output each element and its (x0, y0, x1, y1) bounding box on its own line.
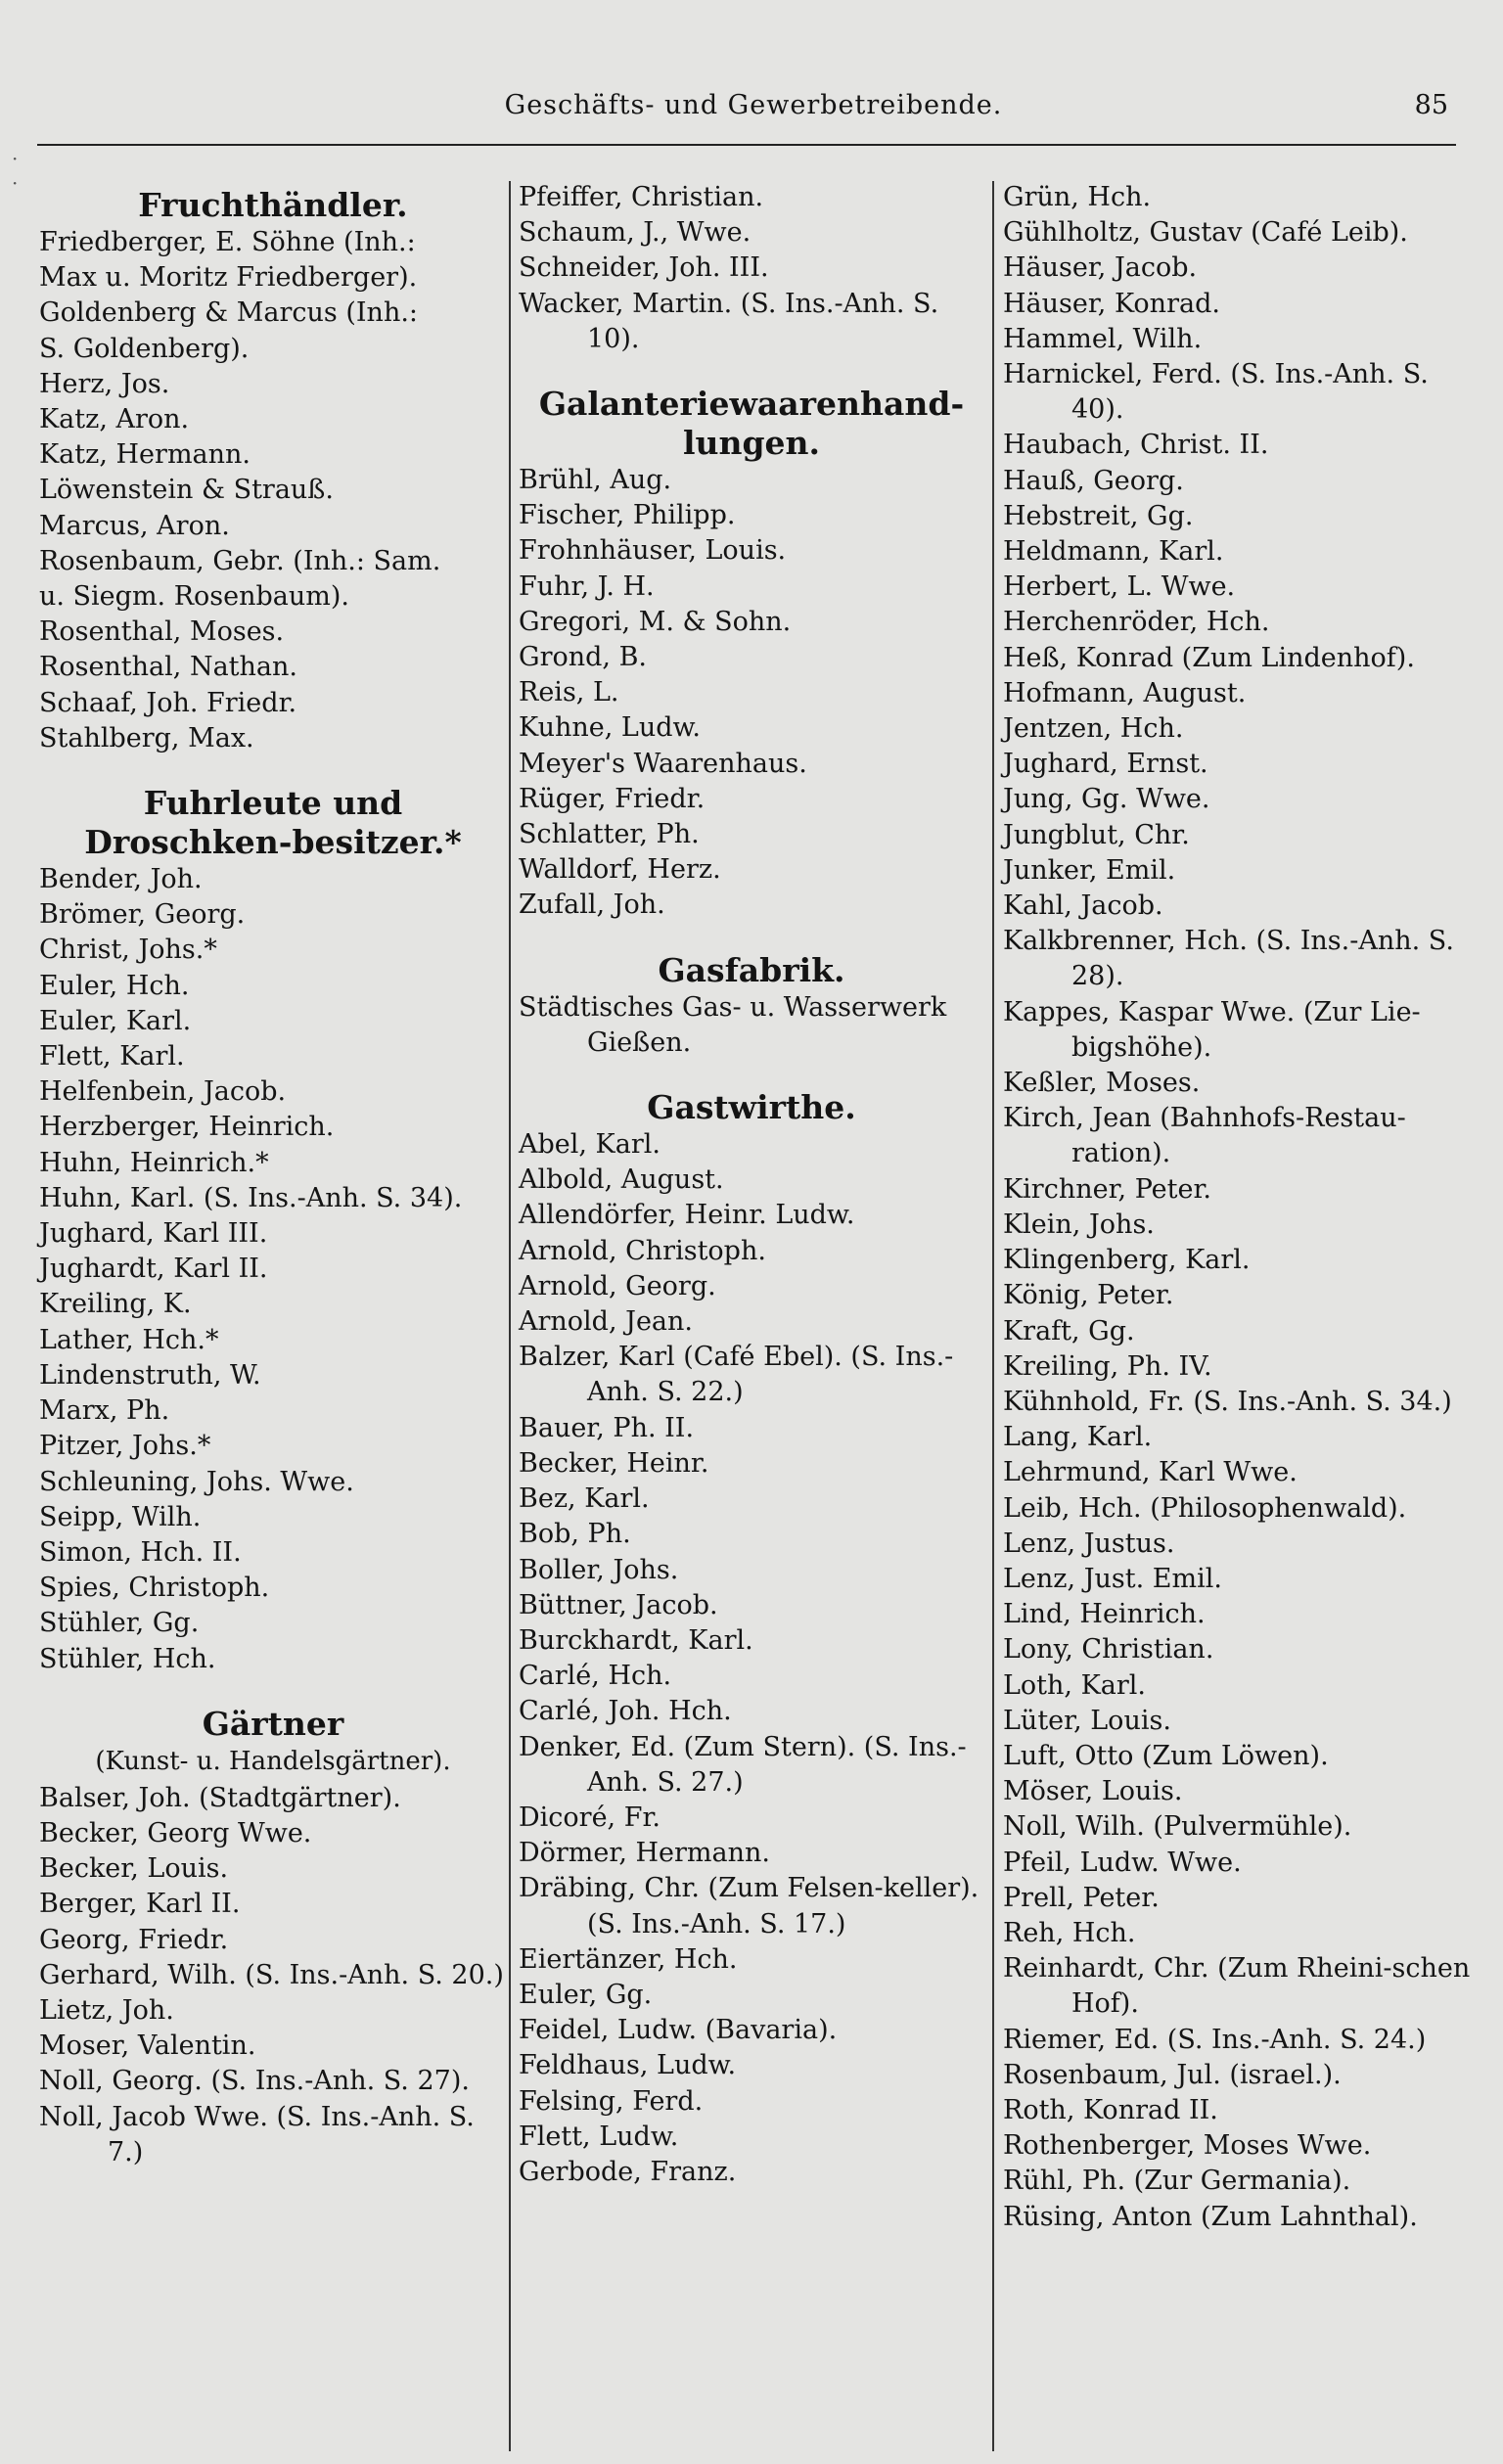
entry: Helfenbein, Jacob. (39, 1076, 287, 1108)
entry-list (519, 180, 984, 357)
entry: Junker, Emil. (1003, 854, 1176, 886)
entry: Rühl, Ph. (Zur Germania). (1003, 2166, 1351, 2197)
section-heading: Fruchthändler. (138, 186, 408, 224)
entry: Hebstreit, Gg. (1003, 500, 1194, 531)
column-3 (1003, 180, 1471, 2235)
entry: Katz, Aron. (39, 404, 190, 435)
entry: Schneider, Joh. III. (519, 252, 769, 284)
entry: Flett, Karl. (39, 1041, 185, 1072)
entry: Rosenbaum, Gebr. (Inh.: Sam. (39, 545, 441, 576)
entry: Abel, Karl. (519, 1129, 660, 1161)
column-2 (519, 180, 984, 2190)
section-heading: Gasfabrik. (658, 950, 845, 989)
entry-list (39, 225, 507, 756)
section-heading: Gastwirthe. (647, 1088, 856, 1127)
entry-list (39, 862, 507, 1677)
entry: Heß, Konrad (Zum Lindenhof). (1003, 642, 1415, 673)
entry-continuation: S. Goldenberg). (39, 333, 250, 364)
entry-list (519, 990, 984, 1061)
entry: Lather, Hch.* (39, 1324, 219, 1355)
entry: Stühler, Gg. (39, 1608, 200, 1639)
entry: Bez, Karl. (519, 1483, 650, 1515)
entry: Bender, Joh. (39, 864, 203, 895)
entry: Schleuning, Johs. Wwe. (39, 1466, 354, 1497)
entry: Klingenberg, Karl. (1003, 1245, 1251, 1276)
entry: Dicoré, Fr. (519, 1802, 660, 1833)
entry: Euler, Hch. (39, 970, 190, 1001)
entry: Christ, Johs.* (39, 935, 217, 966)
section-heading: Galanteriewaarenhand-lungen. (538, 385, 965, 463)
entry: Kirch, Jean (Bahnhofs-Restau-ration). (1003, 1103, 1406, 1169)
entry: Gerhard, Wilh. (S. Ins.-Anh. S. 20.) (39, 1959, 504, 1990)
entry: Kreiling, Ph. IV. (1003, 1350, 1212, 1382)
entry: Büttner, Jacob. (519, 1589, 718, 1620)
entry: Gregori, M. & Sohn. (519, 606, 792, 637)
entry: Lenz, Just. Emil. (1003, 1563, 1222, 1594)
entry: Rüger, Friedr. (519, 783, 706, 814)
entry: Lietz, Joh. (39, 1994, 174, 2026)
entry: Rüsing, Anton (Zum Lahnthal). (1003, 2201, 1418, 2232)
entry: Herzberger, Heinrich. (39, 1112, 335, 1143)
entry: Reinhardt, Chr. (Zum Rheini-schen Hof). (1003, 1953, 1471, 2020)
entry: Georg, Friedr. (39, 1924, 229, 1955)
entry: Schaaf, Joh. Friedr. (39, 687, 297, 718)
entry: Arnold, Christoph. (519, 1235, 766, 1266)
entry: Rosenbaum, Jul. (israel.). (1003, 2059, 1342, 2090)
entry: Carlé, Hch. (519, 1661, 672, 1692)
entry: Riemer, Ed. (S. Ins.-Anh. S. 24.) (1003, 2024, 1427, 2055)
entry: Seipp, Wilh. (39, 1501, 202, 1532)
margin-dot: · (12, 147, 19, 170)
entry: Haubach, Christ. II. (1003, 430, 1269, 461)
entry: Huhn, Heinrich.* (39, 1147, 269, 1178)
entry: Katz, Hermann. (39, 439, 250, 471)
entry: Lenz, Justus. (1003, 1528, 1175, 1559)
entry: Gühlholtz, Gustav (Café Leib). (1003, 217, 1408, 249)
entry: Noll, Wilh. (Pulvermühle). (1003, 1811, 1352, 1843)
entry: Lony, Christian. (1003, 1634, 1214, 1665)
entry: Lind, Heinrich. (1003, 1599, 1206, 1630)
entry: Rosenthal, Nathan. (39, 652, 297, 683)
entry: Möser, Louis. (1003, 1776, 1183, 1807)
entry: Klein, Johs. (1003, 1209, 1155, 1240)
entry: Allendörfer, Heinr. Ludw. (519, 1200, 855, 1231)
entry: Löwenstein & Strauß. (39, 475, 334, 506)
entry: Heldmann, Karl. (1003, 536, 1224, 568)
entry: Kühnhold, Fr. (S. Ins.-Anh. S. 34.) (1003, 1386, 1452, 1417)
entry: Jughard, Ernst. (1003, 749, 1208, 780)
entry: Herz, Jos. (39, 368, 170, 399)
entry: Stühler, Hch. (39, 1643, 216, 1674)
entry-list (1003, 180, 1471, 2235)
entry: Kraft, Gg. (1003, 1315, 1135, 1346)
entry: Marcus, Aron. (39, 510, 230, 541)
column-rule (992, 181, 994, 2451)
entry: Euler, Karl. (39, 1005, 192, 1036)
entry: Dörmer, Hermann. (519, 1838, 770, 1869)
entry: Kalkbrenner, Hch. (S. Ins.-Anh. S. 28). (1003, 926, 1454, 992)
entry: Jughardt, Karl II. (39, 1254, 268, 1285)
entry: Hammel, Wilh. (1003, 323, 1203, 354)
entry: Jentzen, Hch. (1003, 713, 1184, 745)
entry: Arnold, Georg. (519, 1270, 716, 1301)
entry: Roth, Konrad II. (1003, 2094, 1218, 2125)
entry: Marx, Ph. (39, 1395, 170, 1427)
entry: Jung, Gg. Wwe. (1003, 784, 1210, 815)
entry: Herchenröder, Hch. (1003, 607, 1270, 638)
entry: Hauß, Georg. (1003, 465, 1184, 496)
entry: Häuser, Konrad. (1003, 288, 1220, 319)
entry: Herbert, L. Wwe. (1003, 571, 1236, 603)
entry-continuation: u. Siegm. Rosenbaum). (39, 581, 350, 613)
entry: Lehrmund, Karl Wwe. (1003, 1457, 1298, 1488)
entry: Kreiling, K. (39, 1289, 192, 1320)
entry: Goldenberg & Marcus (Inh.: (39, 297, 419, 329)
entry: Becker, Georg Wwe. (39, 1817, 312, 1848)
entry: Harnickel, Ferd. (S. Ins.-Anh. S. 40). (1003, 359, 1429, 426)
entry: Rothenberger, Moses Wwe. (1003, 2130, 1372, 2162)
entry: Fuhr, J. H. (519, 570, 655, 602)
column-1 (39, 180, 507, 2170)
entry: Loth, Karl. (1003, 1669, 1146, 1701)
entry: Balzer, Karl (Café Ebel). (S. Ins.-Anh. S. 22.) (519, 1342, 954, 1408)
entry-list (39, 1781, 507, 2170)
entry: Arnold, Jean. (519, 1306, 694, 1338)
entry: Prell, Peter. (1003, 1882, 1160, 1913)
entry: Grün, Hch. (1003, 182, 1152, 212)
entry: Spies, Christoph. (39, 1573, 270, 1604)
entry: Reh, Hch. (1003, 1917, 1136, 1948)
entry: Burckhardt, Karl. (519, 1624, 753, 1656)
entry: Luft, Otto (Zum Löwen). (1003, 1740, 1329, 1771)
entry-list (519, 1127, 984, 2190)
entry: Schlatter, Ph. (519, 819, 700, 850)
entry: Pitzer, Johs.* (39, 1431, 211, 1462)
entry: Denker, Ed. (Zum Stern). (S. Ins.-Anh. S. 27.) (519, 1731, 967, 1798)
entry: Eiertänzer, Hch. (519, 1943, 738, 1975)
entry: Schaum, J., Wwe. (519, 217, 752, 249)
entry: Becker, Louis. (39, 1853, 229, 1885)
header-rule (37, 144, 1456, 146)
entry: Brömer, Georg. (39, 899, 246, 931)
entry: Carlé, Joh. Hch. (519, 1696, 732, 1727)
entry: Boller, Johs. (519, 1554, 679, 1585)
entry: Berger, Karl II. (39, 1889, 241, 1920)
entry: Pfeil, Ludw. Wwe. (1003, 1847, 1242, 1878)
entry-continuation: Max u. Moritz Friedberger). (39, 262, 418, 294)
entry: Bob, Ph. (519, 1519, 631, 1550)
entry: Leib, Hch. (Philosophenwald). (1003, 1492, 1407, 1524)
entry: Moser, Valentin. (39, 2031, 256, 2062)
entry: Noll, Jacob Wwe. (S. Ins.-Anh. S. 7.) (39, 2101, 475, 2167)
entry: Noll, Georg. (S. Ins.-Anh. S. 27). (39, 2066, 470, 2097)
entry: Flett, Ludw. (519, 2121, 679, 2152)
entry: Lüter, Louis. (1003, 1705, 1171, 1736)
entry: Felsing, Ferd. (519, 2085, 704, 2117)
entry: Kirchner, Peter. (1003, 1173, 1211, 1205)
entry: Städtisches Gas- u. Wasserwerk Gießen. (519, 991, 947, 1058)
entry: Reis, L. (519, 677, 619, 708)
entry: Dräbing, Chr. (Zum Felsen-keller). (S. Ins.-Anh. S. 17.) (519, 1873, 979, 1939)
entry: Lindenstruth, W. (39, 1359, 261, 1391)
entry: Meyer's Waarenhaus. (519, 748, 807, 779)
entry: Huhn, Karl. (S. Ins.-Anh. S. 34). (39, 1182, 463, 1213)
entry: Bauer, Ph. II. (519, 1412, 695, 1443)
column-rule (509, 181, 511, 2451)
entry: Keßler, Moses. (1003, 1068, 1201, 1099)
entry: Jughard, Karl III. (39, 1218, 268, 1250)
entry: Kappes, Kaspar Wwe. (Zur Lie-bigshöhe). (1003, 996, 1421, 1063)
entry: Friedberger, E. Söhne (Inh.: (39, 227, 416, 257)
entry: Hofmann, August. (1003, 677, 1247, 708)
entry: Euler, Gg. (519, 1979, 653, 2010)
entry: Lang, Karl. (1003, 1422, 1153, 1453)
entry: Feidel, Ludw. (Bavaria). (519, 2015, 838, 2046)
entry: Jungblut, Chr. (1003, 819, 1190, 850)
entry: Becker, Heinr. (519, 1447, 709, 1479)
section-subheading: (Kunst- u. Handelsgärtner). (95, 1746, 451, 1776)
entry: Wacker, Martin. (S. Ins.-Anh. S. 10). (519, 288, 939, 354)
entry: Feldhaus, Ludw. (519, 2050, 737, 2081)
entry: Gerbode, Franz. (519, 2156, 737, 2187)
entry: König, Peter. (1003, 1280, 1174, 1311)
entry: Balser, Joh. (Stadtgärtner). (39, 1782, 401, 1813)
entry: Zufall, Joh. (519, 890, 665, 921)
entry: Pfeiffer, Christian. (519, 182, 764, 212)
running-head: Geschäfts- und Gewerbetreibende. (504, 90, 1003, 120)
entry: Simon, Hch. II. (39, 1536, 242, 1568)
entry: Frohnhäuser, Louis. (519, 535, 787, 567)
margin-dot: · (12, 171, 19, 195)
entry: Rosenthal, Moses. (39, 616, 285, 648)
page-number: 85 (1414, 90, 1448, 120)
entry-list (519, 463, 984, 924)
section-heading: Gärtner (202, 1704, 344, 1743)
entry: Walldorf, Herz. (519, 854, 721, 886)
entry: Häuser, Jacob. (1003, 252, 1198, 284)
entry: Kuhne, Ludw. (519, 712, 701, 744)
entry: Albold, August. (519, 1164, 724, 1196)
entry: Kahl, Jacob. (1003, 890, 1163, 922)
entry: Grond, B. (519, 642, 647, 673)
section-heading: Fuhrleute und Droschken-besitzer.* (84, 784, 462, 862)
entry: Fischer, Philipp. (519, 500, 736, 531)
entry: Stahlberg, Max. (39, 722, 254, 753)
entry: Brühl, Aug. (519, 465, 672, 496)
